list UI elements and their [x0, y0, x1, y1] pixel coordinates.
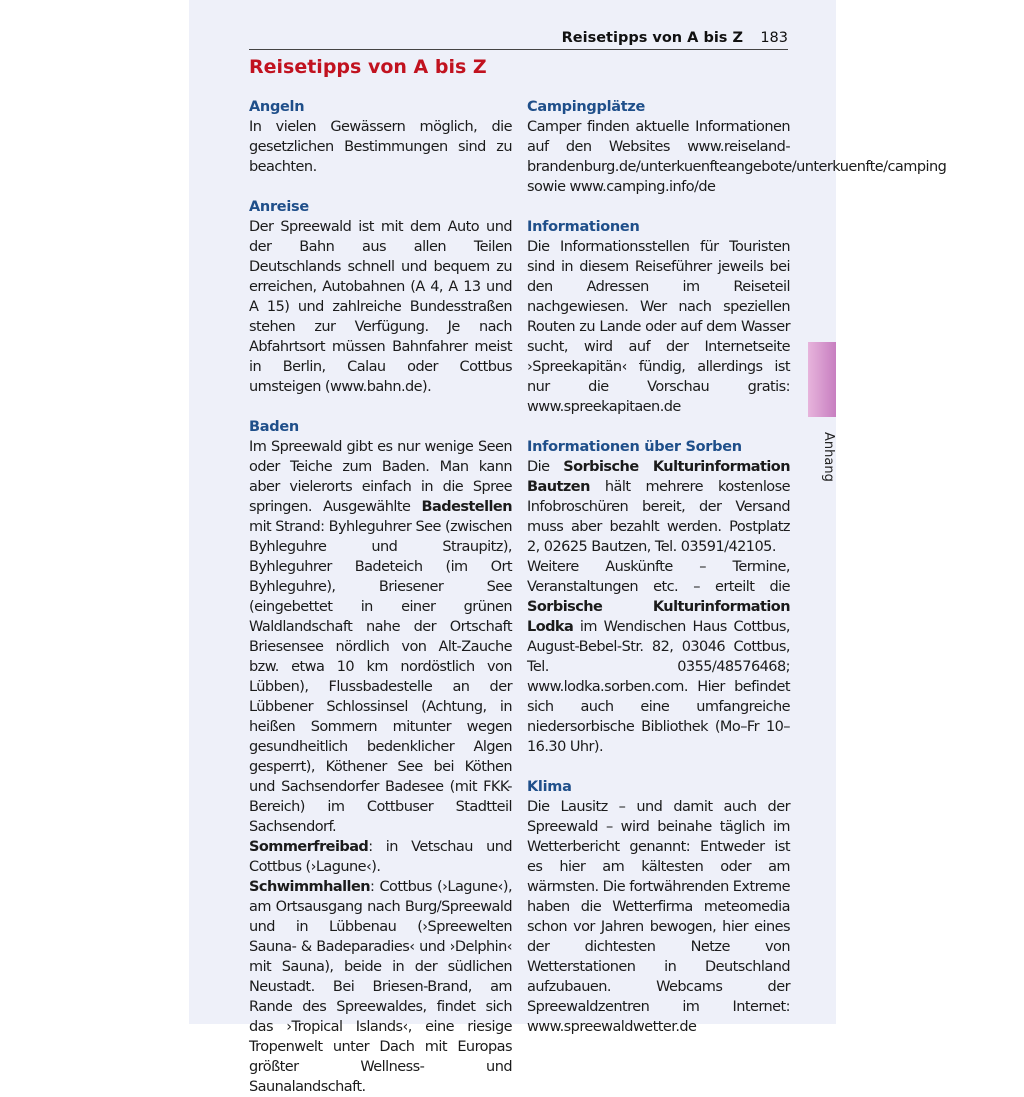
- section-text-informationen: Die Informationsstellen für Touristen sind in diesem Reiseführer jeweils bei den Adressen im Reiseteil nachgewiesen. Wer nach speziellen Routen zu Lande oder auf dem Wasser sucht, wird auf der Internetseite ›Spreekapitän‹ fündig, allerdings ist nur die Vorschau gratis: www.spreekapitaen.de: [527, 239, 790, 415]
- running-head: [249, 30, 788, 50]
- section-heading-angeln: Angeln: [249, 99, 305, 115]
- sorben-text-part: im Wendischen Haus Cottbus, August-Bebel-Str. 82, 03046 Cottbus, Tel. 0355/48576468; www.lodka.sorben.com. Hier befindet sich auch eine umfangreiche niedersorbische Bibliothek (Mo–Fr 10–16.30 Uhr).: [527, 619, 790, 755]
- chapter-title: Reisetipps von A bis Z: [249, 56, 487, 78]
- kulturinformation-bautzen-term: Sorbische Kulturinformation Bautzen: [527, 459, 790, 495]
- section-text-angeln: In vielen Gewässern möglich, die gesetzlichen Bestimmungen sind zu beachten.: [249, 119, 512, 175]
- schwimmhallen-term: Schwimmhallen: [249, 879, 370, 895]
- section-text-camping: Camper finden aktuelle Informationen auf den Websites www.reiseland-brandenburg.de/unterkuenfteangebote/unterkuenfte/camping sowie www.camping.info/de: [527, 119, 947, 195]
- page-number: 183: [760, 30, 788, 46]
- section-heading-klima: Klima: [527, 779, 572, 795]
- sorben-text-part: Weitere Auskünfte – Termine, Veranstaltungen etc. – erteilt die: [527, 559, 790, 595]
- section-heading-baden: Baden: [249, 419, 299, 435]
- left-column: [249, 97, 512, 1097]
- section-spacer: [527, 757, 790, 777]
- section-heading-sorben: Informationen über Sorben: [527, 439, 742, 455]
- header-rule: [249, 49, 788, 50]
- section-spacer: [527, 417, 790, 437]
- section-spacer: [249, 397, 512, 417]
- section-spacer: [249, 177, 512, 197]
- section-text-sorben: [527, 457, 790, 557]
- kulturinformation-lodka-term: Sorbische Kulturinformation Lodka: [527, 599, 790, 635]
- sorben-text-part: Die: [527, 459, 564, 475]
- badestellen-term: Badestellen: [421, 499, 512, 515]
- running-title: Reisetipps von A bis Z: [561, 30, 743, 46]
- section-heading-camping: Campingplätze: [527, 99, 646, 115]
- section-spacer: [527, 197, 790, 217]
- sommerfreibad-text: : in Vetschau und Cottbus (›Lagune‹).: [249, 839, 512, 875]
- section-text-anreise: Der Spreewald ist mit dem Auto und der Bahn aus allen Teilen Deutschlands schnell und bequem zu erreichen, Autobahnen (A 4, A 13 und A 15) und zahlreiche Bundesstraßen stehen zur Verfügung. Je nach Abfahrtsort müssen Bahnfahrer meist in Berlin, Calau oder Cottbus umsteigen (www.bahn.de).: [249, 219, 512, 395]
- baden-text-part: mit Strand: Byhleguhrer See (zwischen Byhleguhre und Straupitz), Byhleguhrer Badeteich (im Ort Byhleguhre), Briesener See (eingebettet in einer grünen Waldlandschaft nahe der Ortschaft Briesensee nördlich von Alt-Zauche bzw. etwa 10 km nordöstlich von Lübben), Flussbadestelle an der Lübbener Schlossinsel (Achtung, in heißen Sommern mitunter wegen gesundheitlich bedenklicher Algen gesperrt), Köthener See bei Köthen und Sachsendorfer Badesee (mit FKK-Bereich) im Cottbuser Stadtteil Sachsendorf.: [249, 519, 512, 835]
- section-heading-informationen: Informationen: [527, 219, 640, 235]
- schwimmhallen-text: : Cottbus (›Lagune‹), am Ortsausgang nach Burg/Spreewald und in Lübbenau (›Spreewelten Sauna- & Badeparadies‹ und ›Delphin‹ mit Sauna), beide in der südlichen Neustadt. Bei Briesen-Brand, am Rande des Spreewaldes, findet sich das ›Tropical Islands‹, eine riesige Tropenwelt unter Dach mit Europas größter Wellness- und Saunalandschaft.: [249, 879, 512, 1095]
- baden-text-part: Im Spreewald gibt es nur wenige Seen oder Teiche zum Baden. Man kann aber vielerorts einfach in die Spree springen. Ausgewählte: [249, 439, 512, 515]
- section-text-klima: Die Lausitz – und damit auch der Spreewald – wird beinahe täglich im Wetterbericht genannt: Entweder ist es hier am kältesten oder am wärmsten. Die fortwährenden Extreme haben die Wetterfirma meteomedia schon vor Jahren bewogen, hier eines der dichtesten Netze von Wetterstationen in Deutschland aufzubauen. Webcams der Spreewaldzentren im Internet: www.spreewaldwetter.de: [527, 799, 790, 1035]
- sommerfreibad-term: Sommerfreibad: [249, 839, 369, 855]
- section-text-baden: [249, 437, 512, 837]
- section-text-sorben-lodka: [527, 557, 790, 757]
- chapter-tab-label: Anhang: [821, 432, 836, 482]
- section-text-sommerfreibad: [249, 837, 512, 877]
- book-page: [189, 0, 947, 1095]
- chapter-tab-marker: [808, 342, 836, 417]
- sorben-text-part: hält mehrere kostenlose Infobroschüren bereit, der Versand muss aber bezahlt werden. Postplatz 2, 02625 Bautzen, Tel. 03591/42105.: [527, 479, 790, 555]
- section-heading-anreise: Anreise: [249, 199, 309, 215]
- section-text-schwimmhallen: [249, 877, 512, 1097]
